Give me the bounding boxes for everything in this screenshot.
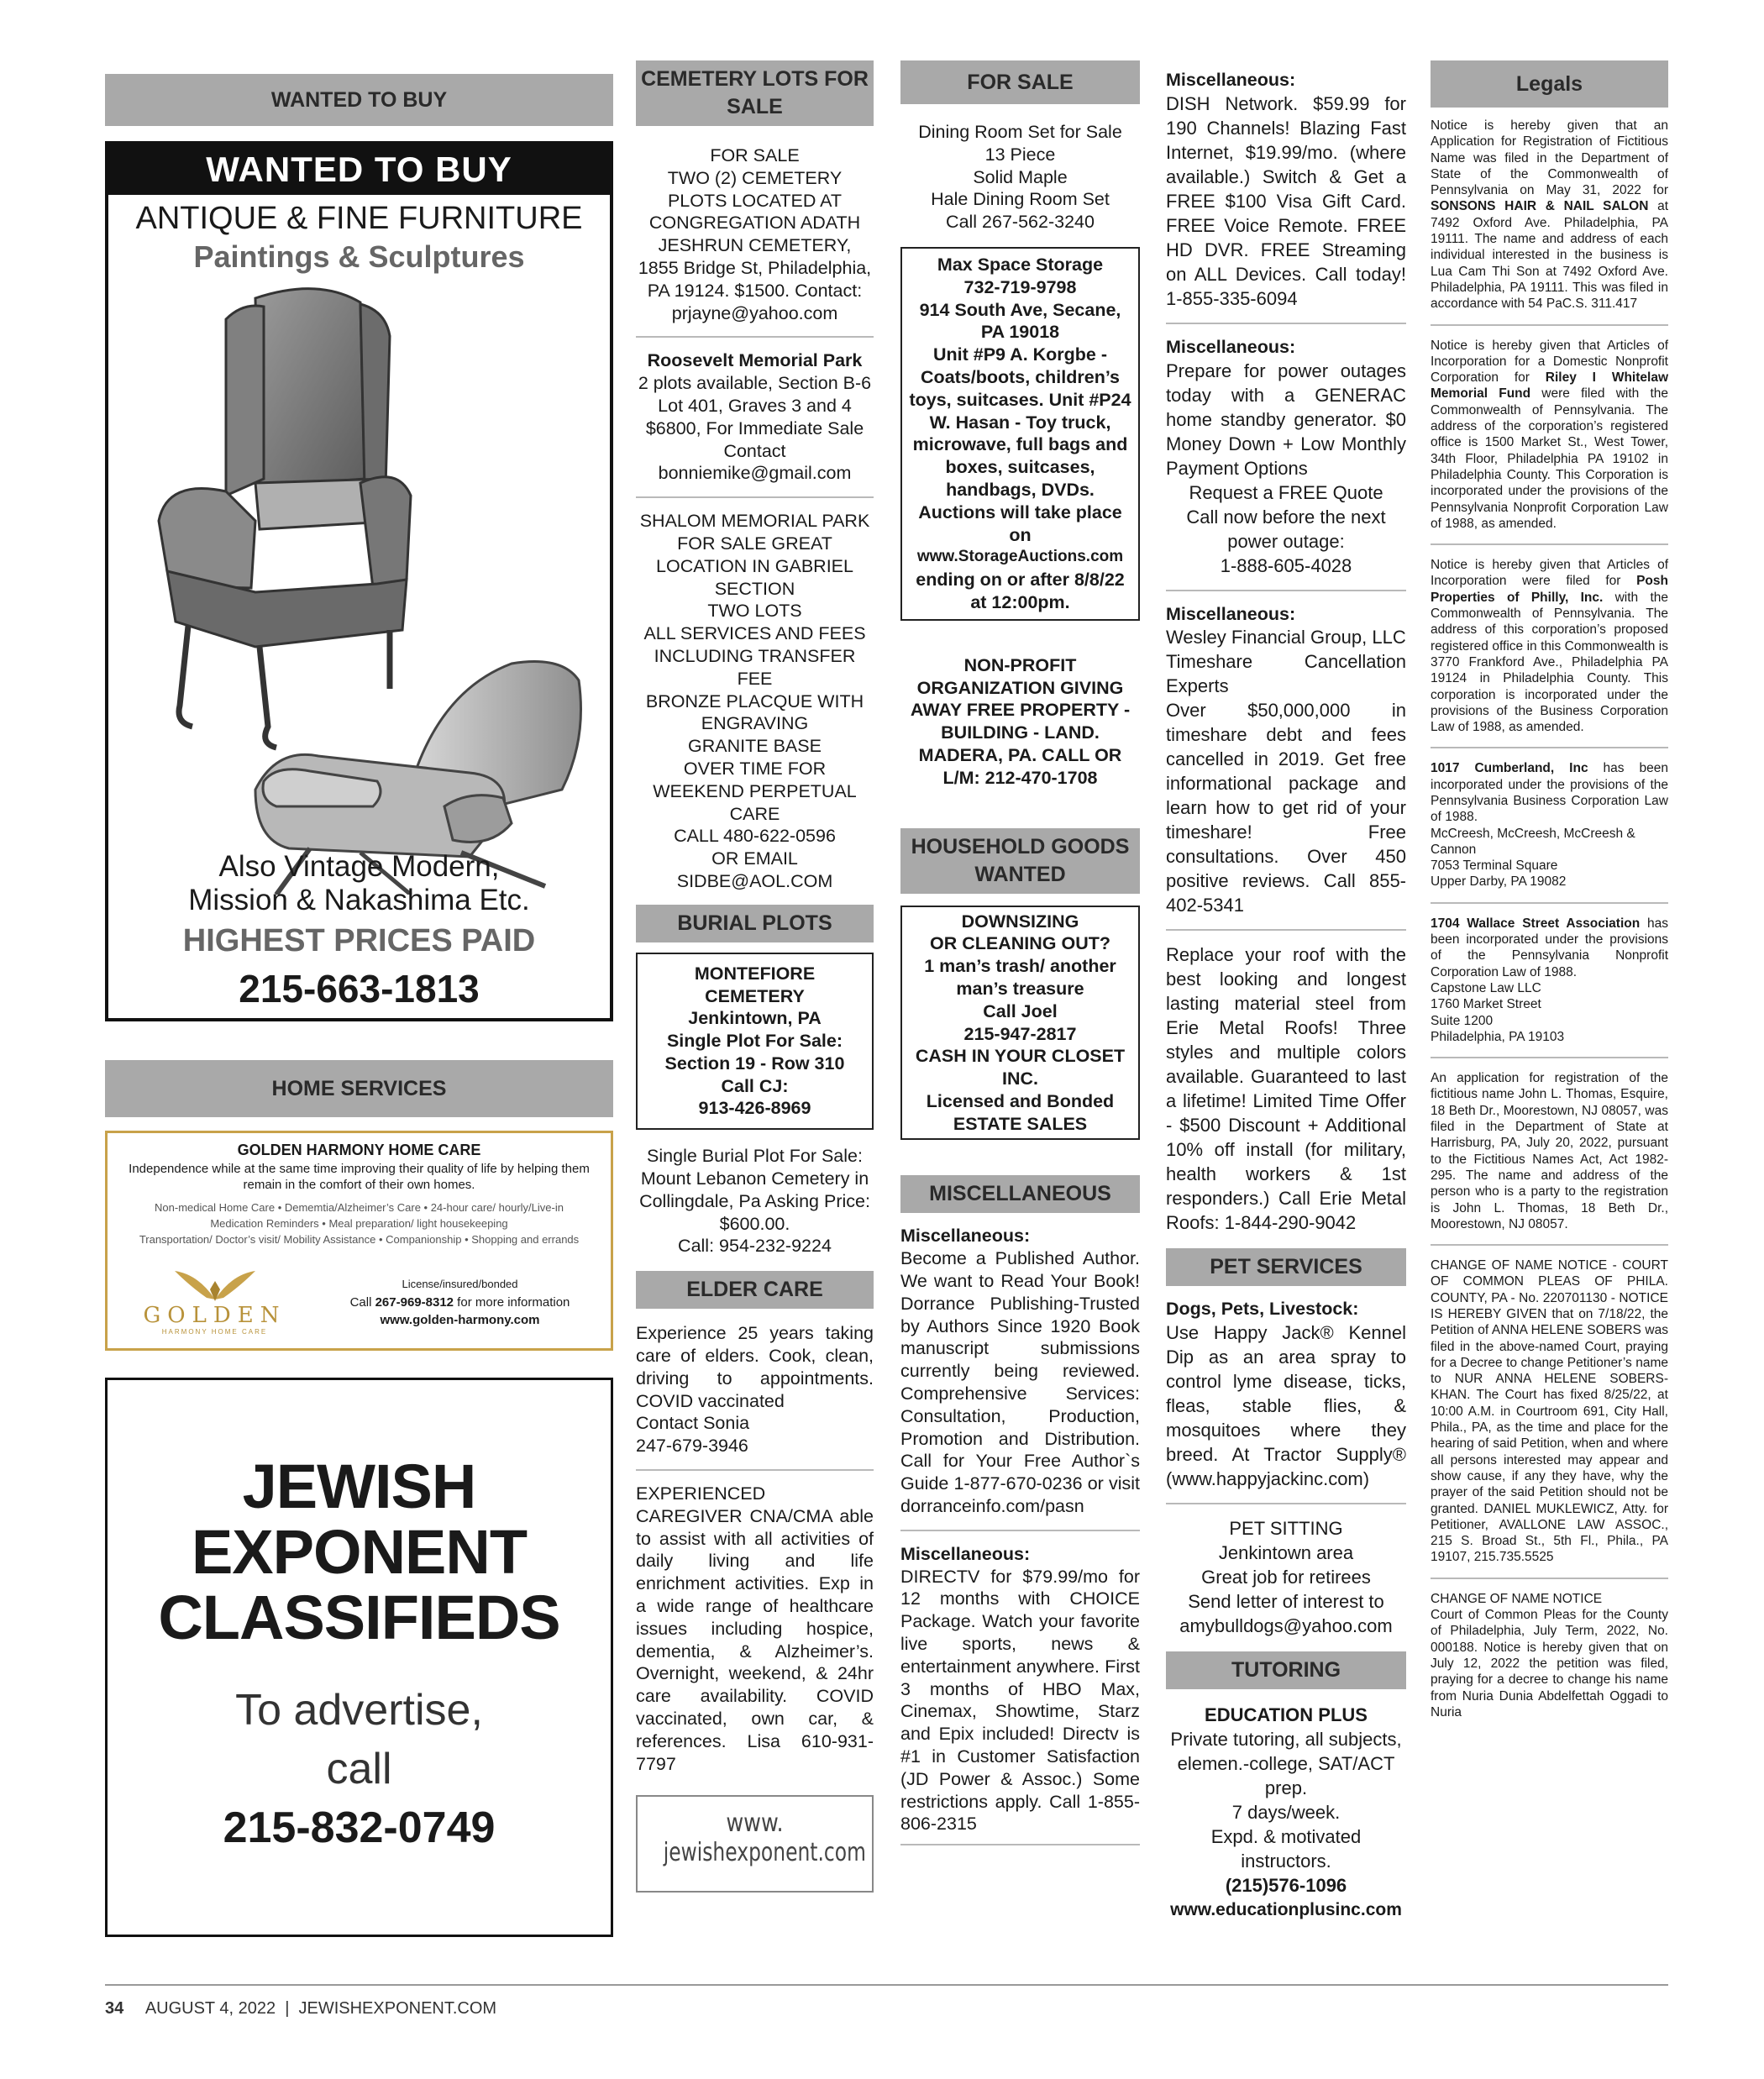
storage-ad — [900, 247, 1140, 621]
column-for-sale — [900, 60, 1140, 1857]
cl-phone: 215-832-0749 — [223, 1803, 496, 1852]
legal-bold: 1704 Wallace Street Association — [1431, 916, 1641, 931]
divider — [1166, 590, 1406, 591]
tutoring-web[interactable]: www.educationplusinc.com — [1170, 1900, 1402, 1920]
pet-happy-jack-ad: Use Happy Jack® Kennel Dip as an area spray to control lyme disease, ticks, fleas, stable flies, & mosquitoes where they breed. At Tractor Supply® (www.happyjackinc.com) — [1166, 1322, 1406, 1490]
gh-call-number: 267-969-8312 — [375, 1295, 454, 1310]
legal-text: Notice is hereby given that Articles of Incorporation for a Domestic Nonprofit Corporation for — [1431, 338, 1668, 386]
misc-wesley-ad: Wesley Financial Group, LLC Timeshare Cancellation Experts Over $50,000,000 in timeshare debt and fees cancelled in 2019. Get free informational package and learn how to get rid of your timeshare! Free consultations. Over 450 positive reviews. Call 855-402-5341 — [1166, 627, 1406, 916]
divider — [1166, 929, 1406, 931]
divider — [1431, 543, 1668, 545]
cl-exponent: EXPONENT — [191, 1517, 528, 1587]
misc-directv-ad: DIRECTV for $79.99/mo for 12 months with CHOICE Package. Watch your favorite live sports, news & entertainment anywhere. First 3 months of HBO Max, Cinemax, Showtime, Starz and Epix included! Directv is #1 in Customer Satisfaction (JD Power & Assoc.) Some restrictions apply. Call 1-855-806-2315 — [900, 1566, 1140, 1835]
gh-services-3: Transportation/ Doctor’s visit/ Mobility Assistance • Companionship • Shopping and errands — [139, 1233, 580, 1246]
section-header-pet: PET SERVICES — [1166, 1248, 1406, 1286]
divider — [1431, 1578, 1668, 1579]
ad-line-mission: Mission & Nakashima Etc. — [188, 884, 530, 916]
cl-advertise: To advertise, — [235, 1686, 483, 1735]
ad-line-vintage: Also Vintage Modern, — [218, 850, 500, 883]
divider — [900, 1530, 1140, 1531]
legal-notice-5 — [1431, 916, 1668, 1045]
storage-ad-end: ending on or after 8/8/22 at 12:00pm. — [916, 570, 1125, 612]
legal-bold: SONSONS HAIR & NAIL SALON — [1431, 199, 1649, 214]
legal-text: has been incorporated under the provisions of the Pennsylvania Nonprofit Corporation Law of 1988. — [1431, 916, 1668, 979]
misc-label: Miscellaneous: — [1166, 70, 1296, 90]
gh-license: License/insured/bonded — [402, 1278, 518, 1290]
elder-ad-2: EXPERIENCED CAREGIVER CNA/CMA able to assist with all activities of daily living and life enrichment activities. Exp in a wide range of healthcare issues including hospice, dementia, & Alzheimer’s. Overnight, weekend, & 24hr care availability. COVID vaccinated, own car, & references. Lisa 610-931-7797 — [636, 1483, 874, 1774]
cemetery-ad-2-body: 2 plots available, Section B-6 Lot 401, Graves 3 and 4 $6800, For Immediate Sale Contact bonniemike@gmail.com — [638, 373, 872, 484]
cemetery-ad-1: FOR SALE TWO (2) CEMETERY PLOTS LOCATED AT CONGREGATION ADATH JESHRUN CEMETERY, 1855 Bridge St, Philadelphia, PA 19124. $1500. Contact: prjayne@yahoo.com — [638, 145, 872, 323]
legal-notice-4 — [1431, 760, 1668, 890]
footer — [105, 1999, 496, 2019]
wings-logo-icon — [173, 1266, 257, 1303]
section-header-home-services: HOME SERVICES — [105, 1060, 613, 1117]
section-header-burial: BURIAL PLOTS — [636, 905, 874, 942]
cemetery-ad-3: SHALOM MEMORIAL PARK FOR SALE GREAT LOCATION IN GABRIEL SECTION TWO LOTS ALL SERVICES AND FEES INCLUDING TRANSFER FEE BRONZE PLACQUE WITH ENGRAVING GRANITE BASE OVER TIME FOR WEEKEND PERPETUAL CARE CALL 480-622-0596 OR EMAIL SIDBE@AOL.COM — [639, 511, 870, 891]
gh-services-2: Medication Reminders • Meal preparation/ light housekeeping — [210, 1217, 508, 1230]
website-box[interactable] — [636, 1795, 874, 1893]
section-header-wanted-to-buy: WANTED TO BUY — [105, 74, 613, 126]
legal-text: were filed with the Commonwealth of Pennsylvania. The address of the corporation’s registered office is 1500 Market St., West Tower, 34th Floor, Philadelphia PA 19102 in Philadelphia County. This Corporation is incorporated under the provisions of the Pennsylvania Nonprofit Corporation Law of 1988, as amended. — [1431, 386, 1668, 531]
ad-phone: 215-663-1813 — [239, 967, 480, 1011]
gh-logo-sub: HARMONY HOME CARE — [161, 1328, 268, 1336]
ad-line-paintings: Paintings & Sculptures — [193, 239, 525, 274]
ad-banner: WANTED TO BUY — [108, 144, 610, 195]
cl-jewish: JEWISH — [242, 1452, 476, 1521]
divider — [1431, 747, 1668, 748]
column-cemetery — [636, 60, 874, 1893]
misc-roof-ad: Replace your roof with the best looking and longest lasting material steel from Erie Metal Roofs! Three styles and multiple colors available. Guaranteed to last a lifetime! Limited Time Offer - $500 Discount + Additional 10% off install (for military, health workers & 1st responders.) Call Erie Metal Roofs: 1-844-290-9042 — [1166, 944, 1406, 1234]
section-header-miscellaneous: MISCELLANEOUS — [900, 1175, 1140, 1213]
ad-line-highest: HIGHEST PRICES PAID — [182, 923, 536, 958]
legal-text: with the Commonwealth of Pennsylvania. The address of this corporation’s proposed registered office in this Commonwealth is 3770 Frankford Ave., Philadelphia PA 19124 in Philadelphia County. This corporation is incorporated under the provisions of the Business Corporation Law of 1988, as amended. — [1431, 590, 1668, 735]
legal-notice-6 — [1431, 1070, 1668, 1232]
legal-text: has been incorporated under the provisions of the Pennsylvania Business Corporation Law of 1988. — [1431, 761, 1668, 825]
elder-ad-1: Experience 25 years taking care of elders. Cook, clean, driving to appointments. COVID vaccinated Contact Sonia 247-679-3946 — [636, 1323, 874, 1457]
divider — [1166, 1503, 1406, 1504]
misc-generac-quote: Request a FREE Quote Call now before the next power outage: 1-888-605-4028 — [1186, 481, 1386, 576]
column-wanted-home — [105, 74, 613, 1937]
cl-call: call — [326, 1745, 392, 1793]
footer-text: AUGUST 4, 2022 | JEWISHEXPONENT.COM — [144, 1999, 497, 2018]
divider — [1431, 902, 1668, 904]
legal-notice-1 — [1431, 118, 1668, 312]
legal-text: An application for registration of the fictitious name John L. Thomas, Esquire, 18 Beth Dr., Moorestown, NJ 08057, was filed in the Department of State at Harrisburg, PA, July 20, 2022, pursuant to the Fictitious Names Act, Act 1982-295. The name and address of the person who is a party to the registration is John L. Thomas, 18 Beth Dr., Moorestown, NJ 08057. — [1431, 1071, 1668, 1231]
legal-bold: Posh Properties of Philly, Inc. — [1431, 574, 1668, 605]
tutoring-title: EDUCATION PLUS — [1205, 1704, 1368, 1726]
divider — [1431, 324, 1668, 326]
gh-logo — [124, 1266, 305, 1336]
section-header-for-sale: FOR SALE — [900, 60, 1140, 104]
for-sale-ad-3: NON-PROFIT ORGANIZATION GIVING AWAY FREE PROPERTY - BUILDING - LAND. MADERA, PA. CALL OR L/M: 212-470-1708 — [910, 654, 1131, 788]
legal-text: Notice is hereby given that an Application for Registration of Fictitious Name was filed in the Department of State of the Commonwealth of Pennsylvania on May 31, 2022 for — [1431, 118, 1668, 198]
golden-harmony-ad — [105, 1131, 613, 1351]
ad-line-antique: ANTIQUE & FINE FURNITURE — [135, 201, 583, 236]
gh-services-1: Non-medical Home Care • Dememtia/Alzheimer’s Care • 24-hour care/ hourly/Live-in — [155, 1201, 564, 1214]
misc-label: Miscellaneous: — [900, 1226, 1031, 1247]
cl-classifieds: CLASSIFIEDS — [158, 1583, 560, 1652]
divider — [1431, 1057, 1668, 1058]
divider — [636, 1469, 874, 1471]
legal-text: Notice is hereby given that Articles of Incorporation were filed for — [1431, 558, 1668, 589]
section-header-elder: ELDER CARE — [636, 1271, 874, 1309]
misc-author-ad: Become a Published Author. We want to Read Your Book! Dorrance Publishing-Trusted by Authors Since 1920 Book manuscript submissions currently being reviewed. Comprehensive Services: Consultation, Production, Promotion and Distribution. Call for Your Free Author`s Guide 1-877-670-0236 or visit dorranceinfo.com/pasn — [900, 1248, 1140, 1517]
pet-sitting-ad: PET SITTING Jenkintown area Great job for retirees Send letter of interest to amybulldogs@yahoo.com — [1179, 1518, 1393, 1637]
gh-call-suffix: for more information — [454, 1295, 570, 1310]
legal-bold: 1017 Cumberland, Inc — [1431, 761, 1588, 776]
misc-label: Miscellaneous: — [1166, 603, 1296, 624]
legal-text: at 7492 Oxford Ave. Philadelphia, PA 19111. The name and address of each individual interested in the business is Lua Cam Thi Son at 7492 Oxford Ave. Philadelphia, PA 19111. This was filed in accordance with 54 PaC.S. 311.417 — [1431, 199, 1669, 312]
misc-dish-ad: DISH Network. $59.99 for 190 Channels! Blazing Fast Internet, $19.99/mo. (where available.) Switch & Get a FREE $100 Visa Gift Card. FREE Voice Remote. FREE HD DVR. FREE Streaming on ALL Devices. Call today! 1-855-335-6094 — [1166, 92, 1406, 309]
armchair-illustration — [108, 269, 610, 895]
gh-call-prefix: Call — [349, 1295, 375, 1310]
household-ad: DOWNSIZING OR CLEANING OUT? 1 man’s trash/ another man’s treasure Call Joel 215-947-2817 CASH IN YOUR CLOSET INC. Licensed and Bonded ESTATE SALES — [900, 906, 1140, 1141]
legal-bold: Riley I Whitelaw Memorial Fund — [1431, 370, 1668, 402]
legal-notice-8 — [1431, 1591, 1668, 1720]
wanted-to-buy-ad — [105, 141, 613, 1021]
section-header-legals: Legals — [1431, 60, 1668, 108]
legal-notice-3 — [1431, 557, 1668, 735]
page-number: 34 — [105, 1999, 124, 2018]
gh-tagline: Independence while at the same time improving their quality of life by helping them remain in the comfort of their own homes. — [129, 1162, 590, 1192]
gh-logo-text: GOLDEN — [143, 1303, 286, 1328]
pet-label: Dogs, Pets, Livestock: — [1166, 1299, 1359, 1320]
divider — [636, 496, 874, 498]
tutoring-body: Private tutoring, all subjects, elemen.-college, SAT/ACT prep. 7 days/week. Expd. & motivated instructors. — [1170, 1729, 1402, 1872]
website-domain: jewishexponent.com — [663, 1838, 866, 1868]
legal-text: CHANGE OF NAME NOTICE Court of Common Pleas for the County of Philadelphia, July Term, 2022, No. 000188. Notice is hereby given that on July 12, 2022 the petition was filed, praying for a decree to change his name from Nuria Dunia Abdelfettah Oggadi to Nuria — [1431, 1591, 1668, 1719]
gh-title: GOLDEN HARMONY HOME CARE — [237, 1142, 481, 1158]
section-header-cemetery: CEMETERY LOTS FOR SALE — [636, 60, 874, 126]
burial-ad-1: MONTEFIORE CEMETERY Jenkintown, PA Single Plot For Sale: Section 19 - Row 310 Call CJ: 913-426-8969 — [636, 953, 874, 1131]
divider — [1431, 1244, 1668, 1246]
tutoring-phone: (215)576-1096 — [1225, 1875, 1347, 1897]
legal-notice-7 — [1431, 1257, 1668, 1566]
legal-address: Capstone Law LLC 1760 Market Street Suite 1200 Philadelphia, PA 19103 — [1431, 980, 1565, 1044]
burial-ad-2: Single Burial Plot For Sale: Mount Lebanon Cemetery in Collingdale, Pa Asking Price: $600.00. Call: 954-232-9224 — [639, 1146, 870, 1257]
cemetery-ad-2-title: Roosevelt Memorial Park — [647, 350, 863, 371]
misc-generac-ad: Prepare for power outages today with a GENERAC home standby generator. $0 Money Down + Low Monthly Payment Options — [1166, 360, 1406, 479]
misc-label: Miscellaneous: — [900, 1543, 1031, 1564]
legal-address: McCreesh, McCreesh, McCreesh & Cannon 7053 Terminal Square Upper Darby, PA 19082 — [1431, 826, 1635, 890]
divider — [1166, 323, 1406, 324]
gh-website: www.golden-harmony.com — [380, 1313, 540, 1327]
column-legals — [1431, 60, 1668, 1720]
divider — [636, 336, 874, 338]
classifieds-ad — [105, 1378, 613, 1937]
storage-ad-body: Max Space Storage 732-719-9798 914 South Ave, Secane, PA 19018 Unit #P9 A. Korgbe - Coats/boots, children’s toys, suitcases. Unit #P24 W. Hasan - Toy truck, microwave, full bags and boxes, suitcases, handbags, DVDs. Auctions will take place on — [909, 254, 1131, 545]
column-misc — [1166, 69, 1406, 1922]
website-www: www. — [726, 1809, 784, 1839]
section-header-tutoring: TUTORING — [1166, 1651, 1406, 1689]
legal-notice-2 — [1431, 338, 1668, 533]
divider — [900, 1844, 1140, 1845]
misc-label: Miscellaneous: — [1166, 336, 1296, 357]
section-header-household: HOUSEHOLD GOODS WANTED — [900, 828, 1140, 894]
for-sale-ad-1: Dining Room Set for Sale 13 Piece Solid Maple Hale Dining Room Set Call 267-562-3240 — [918, 122, 1122, 233]
storage-ad-web[interactable]: www.StorageAuctions.com — [916, 548, 1124, 566]
legal-text: CHANGE OF NAME NOTICE - COURT OF COMMON PLEAS OF PHILA. COUNTY, PA - No. 220701130 - NOTICE IS HEREBY GIVEN that on 7/18/22, the Petition of ANNA HELENE SOBERS was filed in the above-named Court, praying for a Decree to change Petitioner’s name to NUR ANNA HELENE SOBERS-KHAN. The Court has fixed 8/25/22, at 10:00 A.M. in Courtroom 691, City Hall, Phila., PA, as the time and place for the hearing of said Petition, when and where all persons interested may appear and show cause, if any they have, why the prayer of the said Petition should not be granted. DANIEL MUKLEWICZ, Atty. for Petitioner, AVALLONE LAW ASSOC., 215 S. Broad St., 5th Fl., Phila., PA 19107, 215.735.5525 — [1431, 1258, 1668, 1565]
footer-rule — [105, 1984, 1668, 1986]
